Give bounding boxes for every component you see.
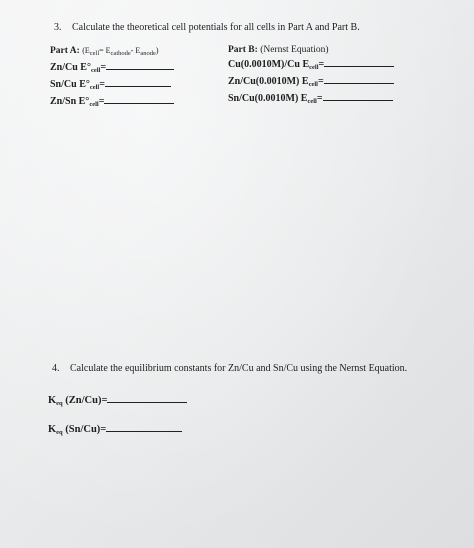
answer-blank[interactable] xyxy=(106,422,182,432)
part-a-row-zn-cu: Zn/Cu $E^\circ_{cell}=$ xyxy=(50,60,174,77)
part-a-row-zn-sn: Zn/Sn $E^\circ_{cell}=$ xyxy=(50,94,174,111)
question-3 xyxy=(54,22,360,33)
keq-zn-cu-row: $K_{eq}$ (Zn/Cu)= xyxy=(48,393,187,407)
answer-blank[interactable] xyxy=(105,77,171,87)
part-b-header xyxy=(228,44,394,57)
question-4-text: Calculate the equilibrium constants for Zn/Cu and Sn/Cu using the Nernst Equation. xyxy=(70,363,408,374)
keq-sn-cu-row: $K_{eq}$ (Sn/Cu)= xyxy=(48,422,182,436)
question-4-number: 4. xyxy=(52,363,60,374)
part-b-row-sn-cu: Sn/Cu(0.0010M) $E_{cell}=$ xyxy=(228,91,394,108)
part-b-title: Part B: xyxy=(228,45,258,55)
part-a-title: Part A: xyxy=(50,46,80,56)
part-a-formula: ($E_{cell}= E_{cathode}-$ $E_{anode}$) xyxy=(82,46,159,57)
answer-blank[interactable] xyxy=(324,74,394,84)
question-4 xyxy=(52,363,407,374)
answer-blank[interactable] xyxy=(106,60,174,70)
question-3-text: Calculate the theoretical cell potentials for all cells in Part A and Part B. xyxy=(72,22,360,33)
part-a-header xyxy=(50,44,174,60)
answer-blank[interactable] xyxy=(107,393,187,403)
part-b-row-cu-cu: Cu(0.0010M)/Cu $E_{cell}=$ xyxy=(228,57,394,74)
part-a-row-sn-cu: Sn/Cu $E^\circ_{cell}=$ xyxy=(50,77,174,94)
part-b-row-zn-cu: Zn/Cu(0.0010M) $E_{cell}=$ xyxy=(228,74,394,91)
answer-blank[interactable] xyxy=(324,57,394,67)
answer-blank[interactable] xyxy=(323,91,393,101)
part-b-subtitle: (Nernst Equation) xyxy=(260,45,329,55)
question-3-number: 3. xyxy=(54,22,62,33)
answer-blank[interactable] xyxy=(104,94,174,104)
part-a-section xyxy=(50,44,174,111)
part-b-section xyxy=(228,44,394,108)
